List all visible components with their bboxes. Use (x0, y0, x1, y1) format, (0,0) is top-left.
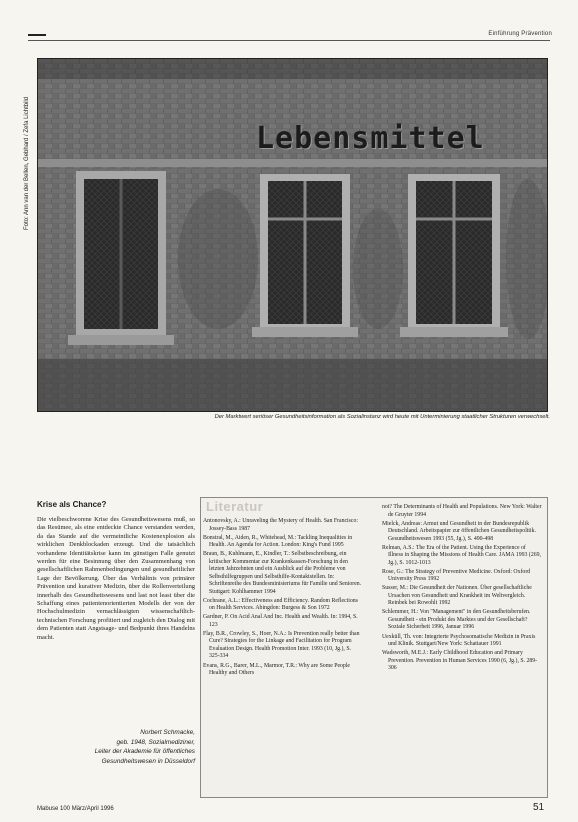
article-heading: Krise als Chance? (37, 500, 107, 509)
author-born: geb. 1948, Sozialmediziner, (116, 738, 195, 746)
building-photo-illustration (38, 59, 547, 411)
literature-title: Literatur (206, 499, 264, 514)
reference-item: Relman, A.S.: The Era of the Patient. Using the Experience of Illness in Shaping the Missions of Health Care. JAMA 1993 (269, Jg.), S. 1012-1013 (382, 544, 541, 566)
photo-credit: Foto: Ann van der Bellen, Gebhard / Zefa Lichtbild (24, 96, 30, 230)
reference-item: Braun, B., Kuhlmann, E., Kindler, T.: Selbstbeschreibung, ein kritischer Kommentar zur Krankenkassen-Forschung in den letzten Jahrzehnten und ein Ausblick auf die Probleme von Selbsthilfegruppen und Selbsthilfe-Kontaktstellen. In: Schriftenreihe des Bundesministeriums für Familie und Senioren. Stuttgart: Kohlhammer 1994 (203, 551, 362, 595)
reference-item: not? The Determinants of Health and Populations. New York: Walter de Gruyter 1994 (382, 504, 542, 518)
building-photo (37, 58, 548, 412)
article-body: Die vielbeschworene Krise des Gesundheitswesens muß, so das Resümee, als eine entdeckte Chance verstanden werden, da das Stande auf die vermeintliche Kostenexplosion als wirklichen Denkblockaden erzeugt. Und die tatsächlich vorhandene Identitätskrise kann im günstigen Falle genutzt werden für eine Besinnung über den Zusammenhang von gesellschaftlichen Rahmenbedingungen und gesundheitlicher Lage der Bevölkerung. Über das Verhältnis von primärer Prävention und kurativer Medizin, über die Rollenverteilung innerhalb des Gesundheitswesens und last not least über die Schaffung eines patientenorientierten Modells der von der Hochschulmedizin vernachlässigten wissenschaftlich-technischen Forschung profitiert und zugleich den Dialog mit dem Patienten statt Angstsage- und Bedpunkt ihres Handelns macht. (37, 516, 195, 641)
reference-item: Susser, M.: Die Gesundheit der Nationen. Über gesellschaftliche Ursachen von Gesundheit und Krankheit im Weltvergleich. Reinbek bei Rowohlt 1992 (382, 585, 532, 607)
section-label: Einführung Prävention (488, 31, 552, 37)
reference-item: Evans, R.G., Barer, M.L., Marmor, T.R.: Why are Some People Healthy and Others (203, 662, 351, 677)
author-name: Norbert Schmacke, (140, 729, 195, 736)
header-mark (28, 34, 46, 36)
photo-caption: Der Marktwert seriöser Gesundheitsinformation als Sozialinstanz wird heute mit Unterminierung staatlicher Strukturen verwechselt. (214, 414, 550, 420)
reference-item: Cochrane, A.L.: Effectiveness and Efficiency. Random Reflections on Health Services. Abingdon: Burgess & Son 1972 (203, 597, 358, 612)
page-number: 51 (533, 802, 545, 813)
header-rule (28, 40, 550, 41)
reference-item: Mielck, Andreas: Armut und Gesundheit in der Bundesrepublik Deutschland. Arbeitspapier zur öffentlichen Gesundheitspolitik. Gesundheitswesen 1993 (55, Jg.), S. 490-498 (382, 520, 536, 542)
issue-footer: Mabuse 100 März/April 1996 (37, 806, 114, 812)
literature-column-2 (382, 504, 542, 674)
literature-column-1 (203, 518, 363, 679)
author-role: Leiter der Akademie für öffentliches (94, 748, 195, 756)
reference-item: Wadsworth, M.E.J.: Early Childhood Education and Primary Prevention. Prevention in Human Services 1990 (6, Jg.), S. 289-306 (382, 650, 538, 672)
reference-item: Flay, B.R., Crowley, S., Hoer, N.A.: Is Prevention really better than Cure? Strategies for the Linkage and Facilitation for Program Evaluation Design. Health Promotion Inter. 1993 (10, Jg.), S. 325-334 (203, 630, 360, 660)
author-signature (37, 728, 195, 766)
author-org: Gesundheitswesen in Düsseldorf (101, 757, 195, 765)
reference-item: Bonstral, M., Aiden, R., Whitehead, M.: Tackling Inequalities in Health. An Agenda for Action. London: King's Fund 1995 (203, 534, 353, 549)
reference-item: Schlemmer, H.: Von "Management" in den Gesundheitsberufen. Gesundheit - ein Produkt des Marktes und der Gesellschaft? Soziale Sicherheit 1996, Januar 1996 (382, 609, 531, 631)
reference-item: Uexküll, Th. von: Integrierte Psychosomatische Medizin in Praxis und Klinik. Stuttgart/New York: Schattauer 1991 (382, 633, 536, 648)
shop-sign-text: Lebensmittel (256, 121, 485, 156)
reference-item: Rose, G.: The Strategy of Preventive Medicine. Oxford: Oxford University Press 1992 (382, 568, 531, 583)
reference-item: Gardner, P. On Acid Anal And Inc. Health and Wealth. In: 1994, S. 123 (203, 614, 358, 628)
reference-item: Antonovsky, A.: Unraveling the Mystery of Health. San Francisco: Jossey-Bass 1987 (203, 518, 358, 532)
